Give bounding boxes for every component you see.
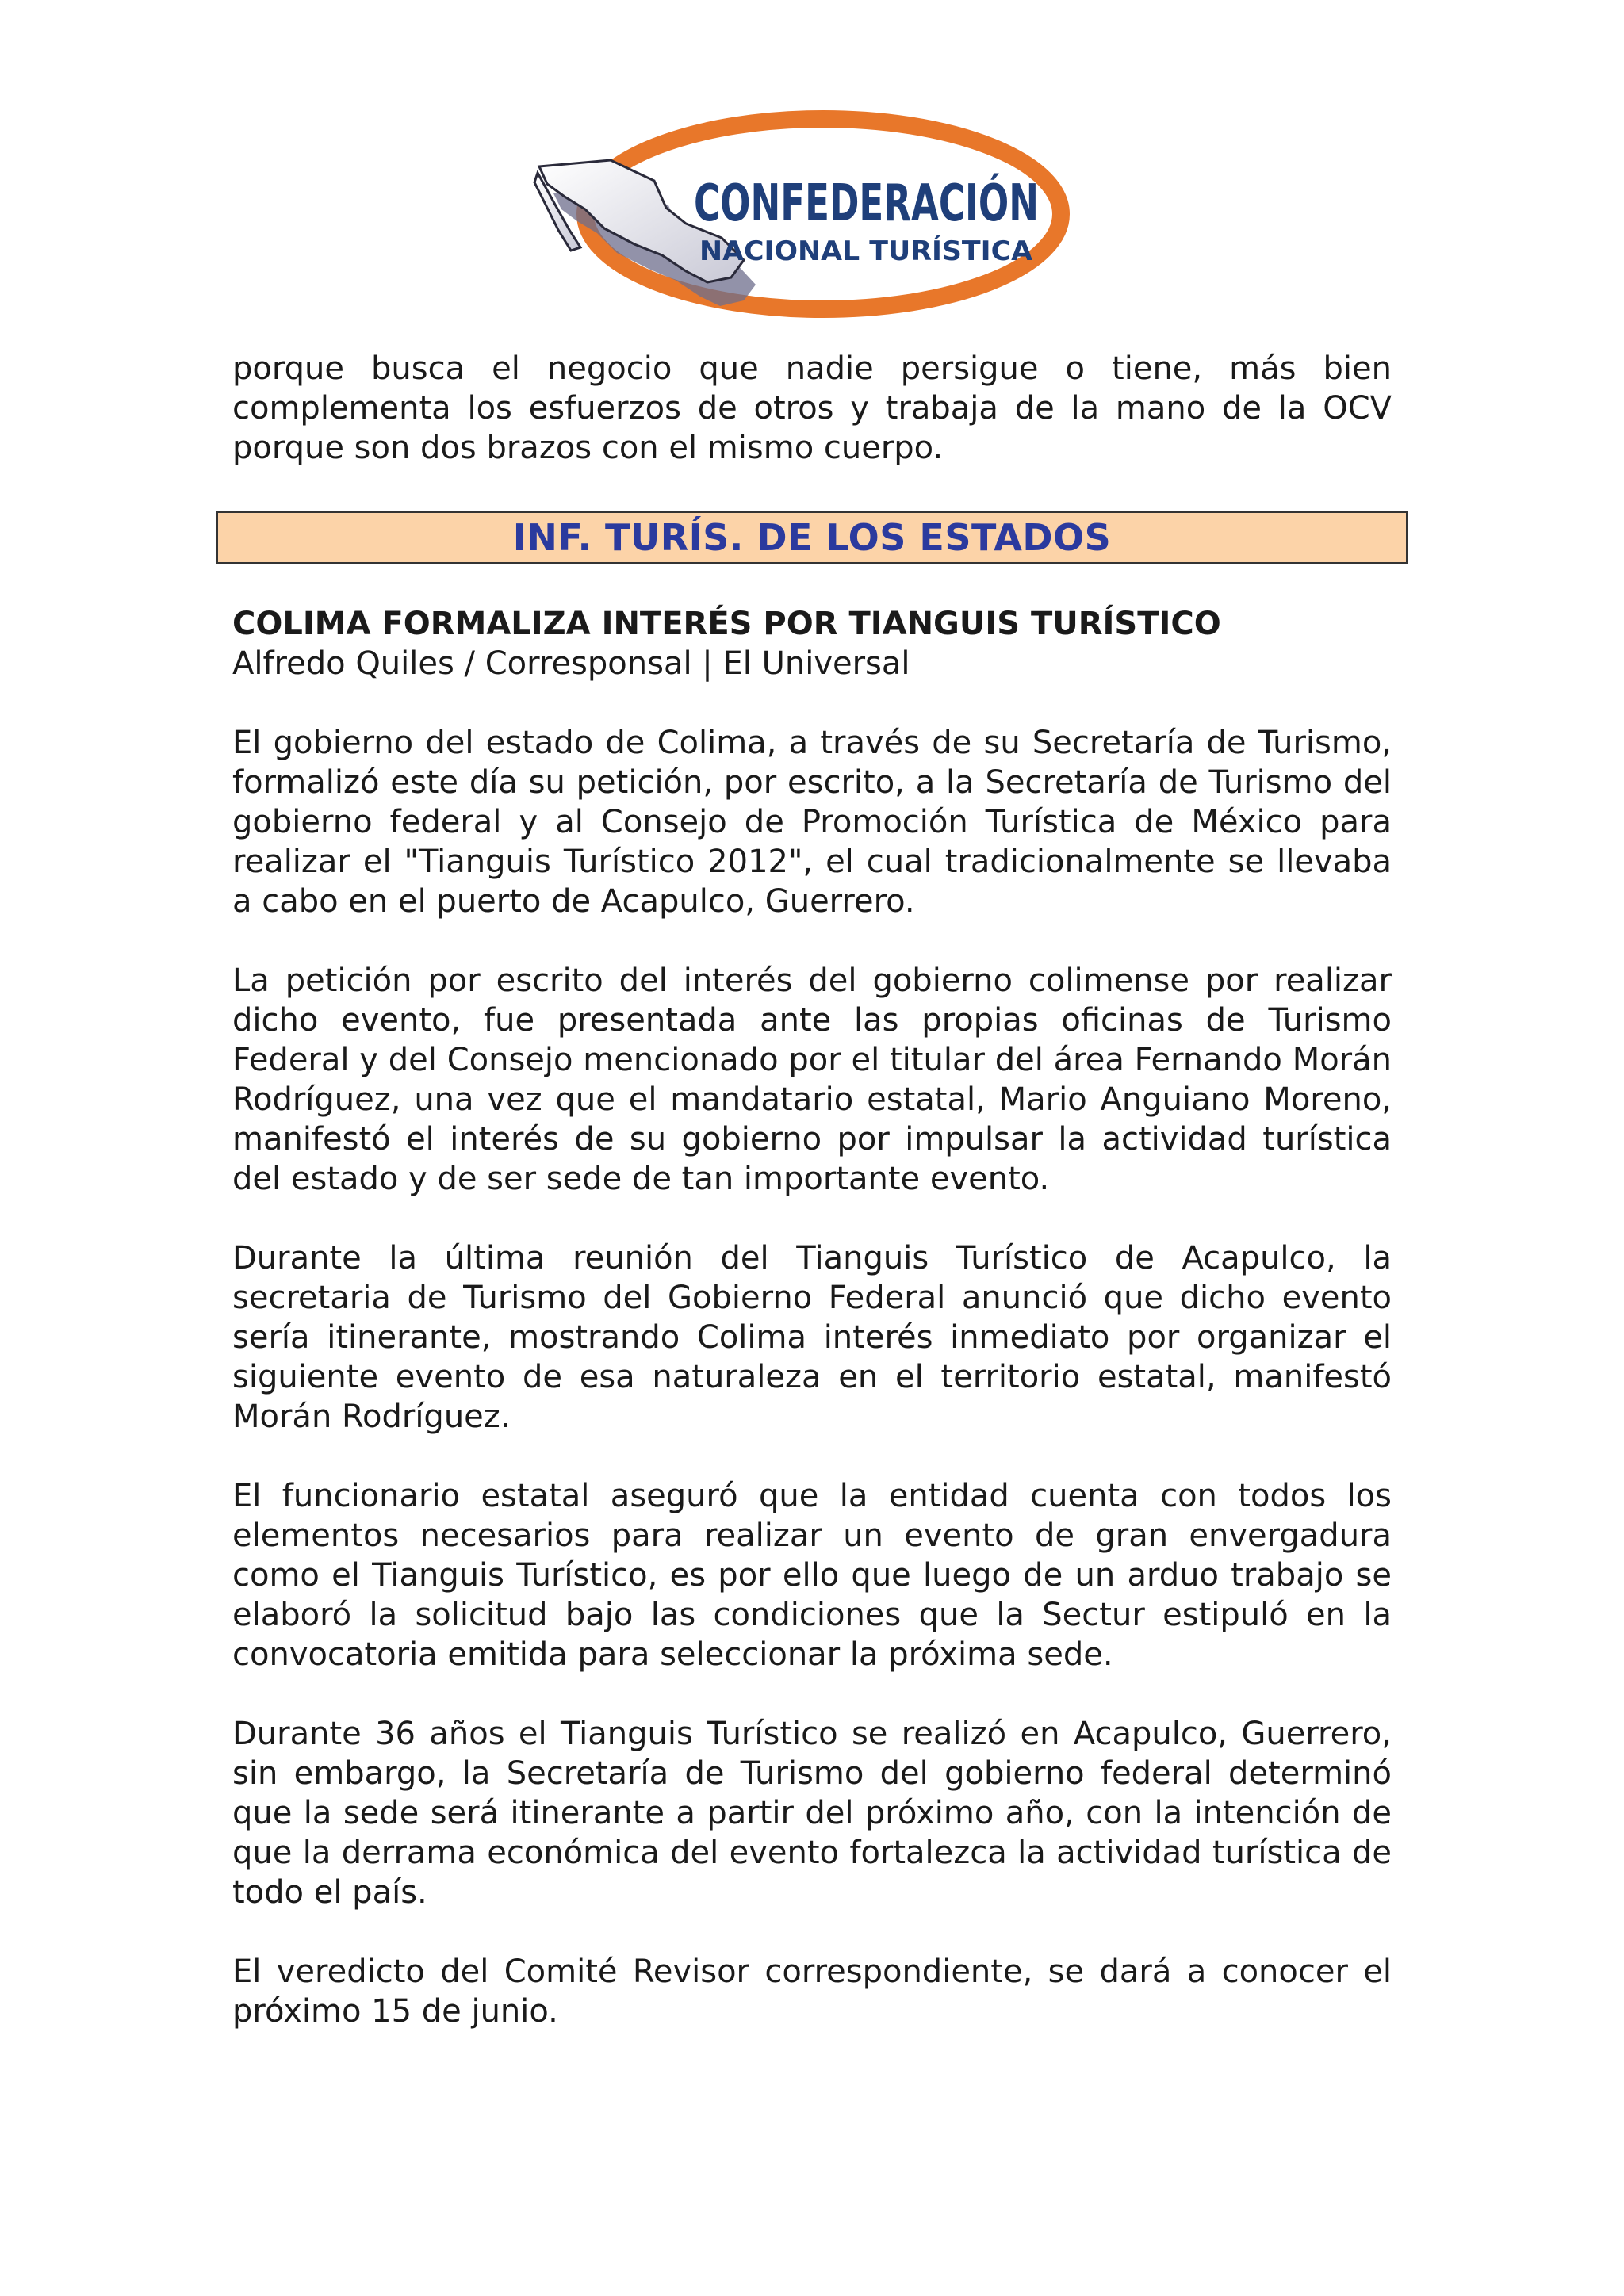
article-byline: Alfredo Quiles / Corresponsal | El Universal [232,645,910,682]
confederacion-logo [523,111,1183,349]
article-paragraph: Durante la última reunión del Tianguis Turístico de Acapulco, la secretaria de Turismo del Gobierno Federal anunció que dicho evento sería itinerante, mostrando Colima interés inmediato por organizar el siguiente evento de esa naturaleza en el territorio estatal, manifestó Morán Rodríguez. [232,1240,1392,1435]
article [232,604,1392,2031]
section-banner [216,511,1408,564]
article-paragraph: El veredicto del Comité Revisor correspondiente, se dará a conocer el próximo 15 de junio. [232,1954,1392,2030]
article-paragraph: El gobierno del estado de Colima, a través de su Secretaría de Turismo, formalizó este día su petición, por escrito, a la Secretaría de Turismo del gobierno federal y al Consejo de Promoción Turística de México para realizar el "Tianguis Turístico 2012", el cual tradicionalmente se llevaba a cabo en el puerto de Acapulco, Guerrero. [232,725,1392,920]
section-title: INF. TURÍS. DE LOS ESTADOS [512,516,1112,559]
article-title: COLIMA FORMALIZA INTERÉS POR TIANGUIS TURÍSTICO [232,606,1221,642]
intro-block [232,349,1392,468]
article-paragraph: Durante 36 años el Tianguis Turístico se realizó en Acapulco, Guerrero, sin embargo, la Secretaría de Turismo del gobierno federal determinó que la sede será itinerante a partir del próximo año, con la intención de que la derrama económica del evento fortalezca la actividad turística de todo el país. [232,1716,1392,1911]
logo-line1: CONFEDERACIÓN [694,174,1183,233]
article-paragraph: El funcionario estatal aseguró que la entidad cuenta con todos los elementos necesarios para realizar un evento de gran envergadura como el Tianguis Turístico, es por ello que luego de un arduo trabajo se elaboró la solicitud bajo las condiciones que la Sectur estipuló en la convocatoria emitida para seleccionar la próxima sede. [232,1478,1392,1673]
logo-line2: NACIONAL TURÍSTICA [699,235,1025,267]
intro-paragraph: porque busca el negocio que nadie persigue o tiene, más bien complementa los esfuerzos de otros y trabaja de la mano de la OCV porque son dos brazos con el mismo cuerpo. [232,350,1392,466]
article-paragraph: La petición por escrito del interés del gobierno colimense por realizar dicho evento, fue presentada ante las propias oficinas de Turismo Federal y del Consejo mencionado por el titular del área Fernando Morán Rodríguez, una vez que el mandatario estatal, Mario Anguiano Moreno, manifestó el interés de su gobierno por impulsar la actividad turística del estado y de ser sede de tan importante evento. [232,962,1392,1197]
